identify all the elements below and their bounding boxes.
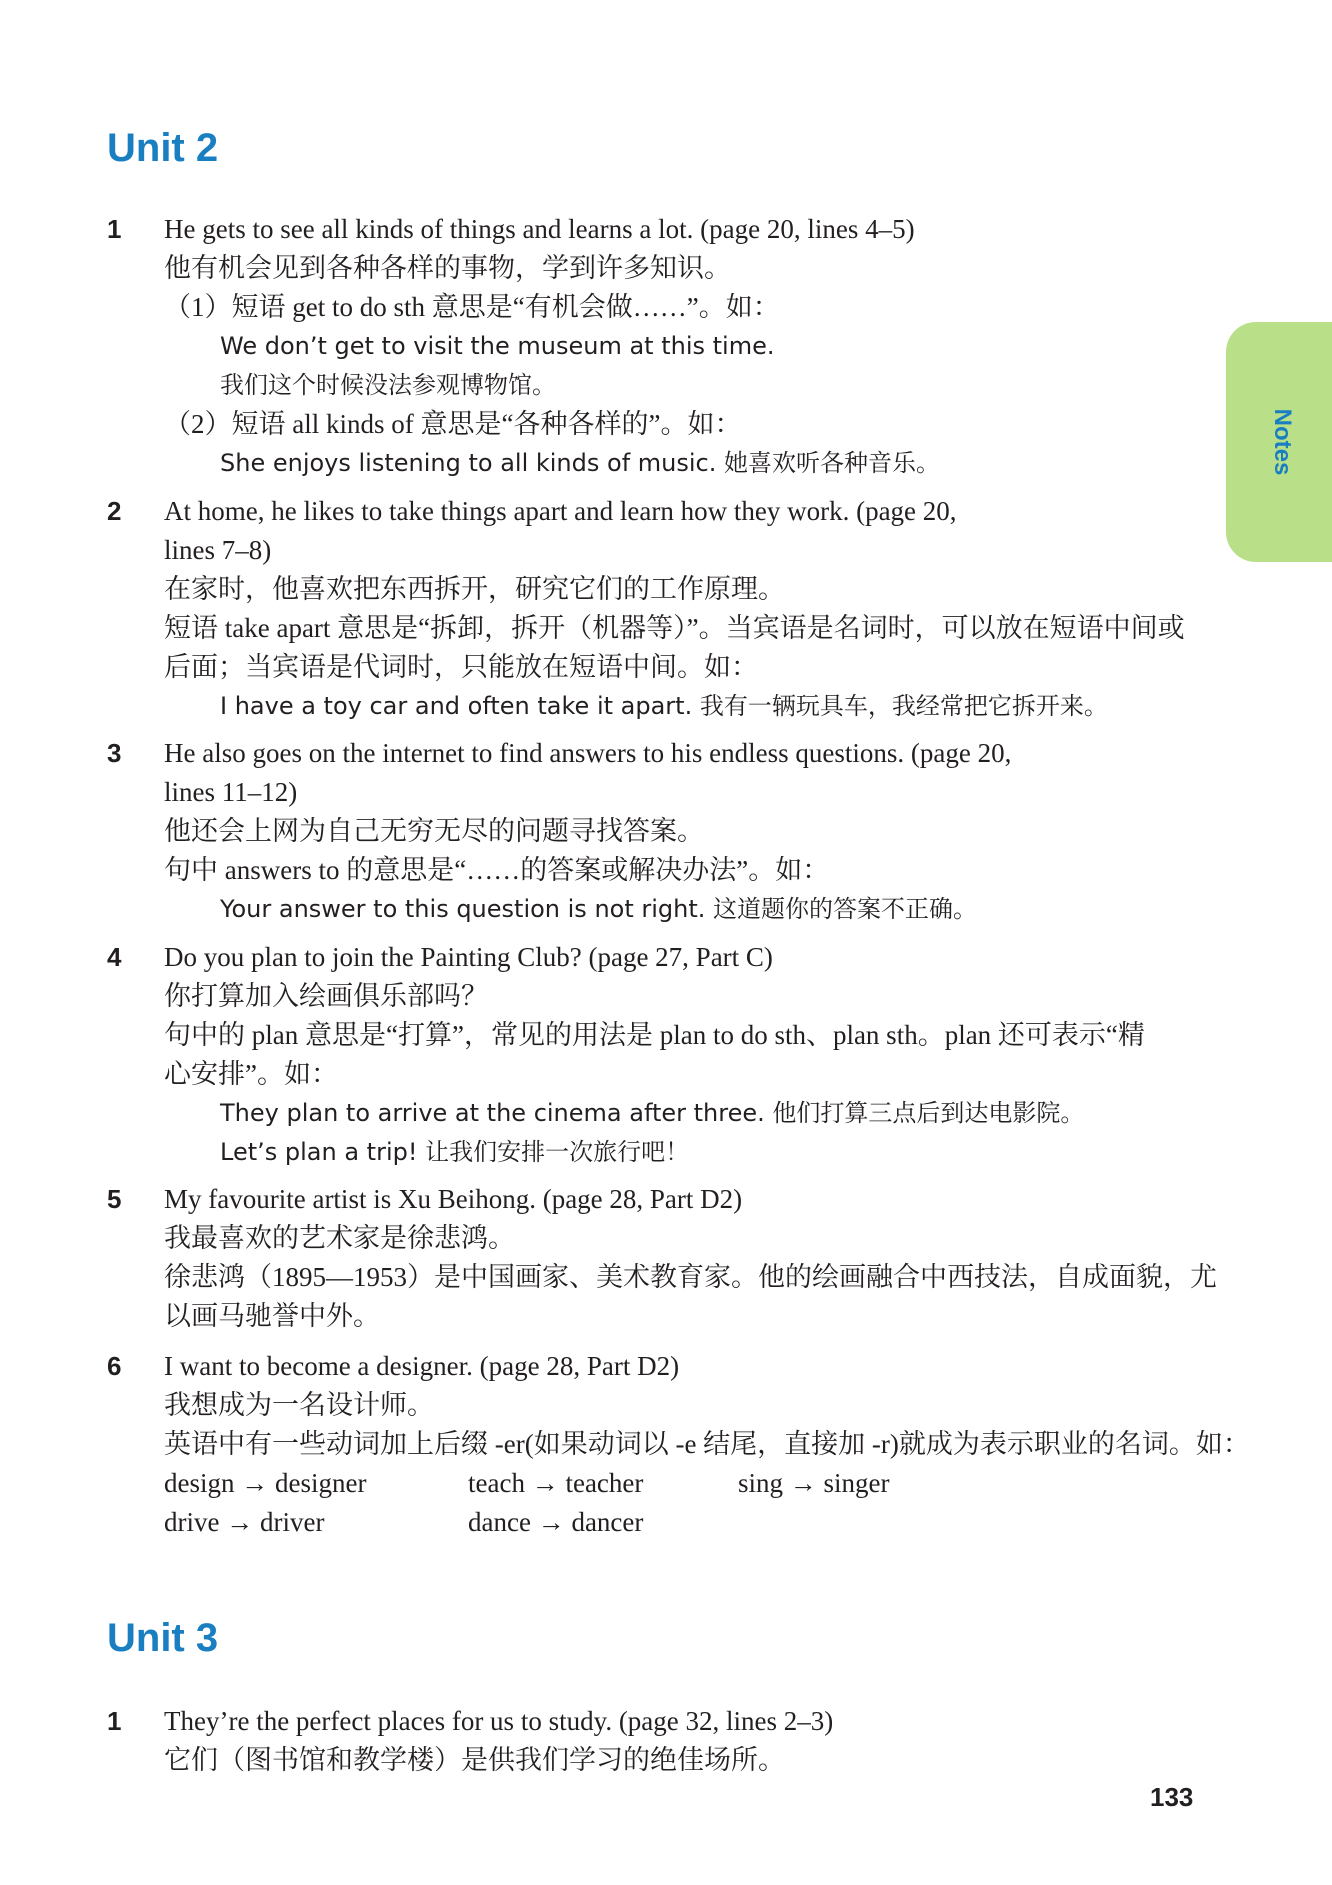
unit3-note-1 — [107, 1702, 1217, 1780]
note-explanation: 英语中有一些动词加上后缀 -er(如果动词以 -e 结尾，直接加 -r)就成为表示职业的名词。如： — [164, 1429, 1250, 1459]
example-sentence: Let’s plan a trip! 让我们安排一次旅行吧！ — [220, 1138, 690, 1166]
unit2-note-6 — [107, 1347, 1250, 1542]
example-translation: 我们这个时候没法参观博物馆。 — [220, 371, 556, 399]
note-english: They’re the perfect places for us to study. (page 32, lines 2–3) — [164, 1706, 834, 1736]
note-english: My favourite artist is Xu Beihong. (page 28, Part D2) — [164, 1184, 743, 1214]
note-number: 2 — [107, 496, 122, 526]
word-pair: drive → driver — [164, 1507, 325, 1537]
word-pair — [738, 1503, 998, 1542]
example-sentence: They plan to arrive at the cinema after three. 他们打算三点后到达电影院。 — [220, 1099, 1085, 1127]
unit2-note-5 — [107, 1180, 1217, 1336]
sub-note-1: （1）短语 get to do sth 意思是“有机会做……”。如： — [164, 292, 780, 322]
note-english: At home, he likes to take things apart and learn how they work. (page 20, — [164, 496, 957, 526]
example-sentence: I have a toy car and often take it apart. 我有一辆玩具车，我经常把它拆开来。 — [220, 692, 1108, 720]
unit2-note-3 — [107, 734, 1217, 929]
word-pair: sing → singer — [738, 1468, 890, 1498]
note-number: 1 — [107, 1706, 122, 1736]
note-english-cont: lines 11–12) — [164, 777, 298, 807]
note-number: 6 — [107, 1351, 122, 1381]
notes-tab-label: Notes — [1269, 408, 1296, 476]
unit2-note-4 — [107, 938, 1217, 1172]
example-sentence: We don’t get to visit the museum at this time. — [220, 332, 775, 360]
unit-3-title: Unit 3 — [107, 1616, 219, 1660]
word-pair: teach → teacher — [468, 1468, 644, 1498]
note-number: 4 — [107, 942, 122, 972]
unit-2-title: Unit 2 — [107, 126, 219, 170]
note-explanation-cont: 以画马驰誉中外。 — [164, 1301, 380, 1331]
note-chinese: 我想成为一名设计师。 — [164, 1390, 434, 1420]
sub-note-2: （2）短语 all kinds of 意思是“各种各样的”。如： — [164, 409, 742, 439]
example-sentence: She enjoys listening to all kinds of music. 她喜欢听各种音乐。 — [220, 449, 940, 477]
note-english: Do you plan to join the Painting Club? (page 27, Part C) — [164, 942, 773, 972]
word-pair: design → designer — [164, 1468, 367, 1498]
note-chinese: 它们（图书馆和教学楼）是供我们学习的绝佳场所。 — [164, 1745, 785, 1775]
unit2-note-2 — [107, 492, 1217, 726]
note-number: 5 — [107, 1184, 122, 1214]
note-english: I want to become a designer. (page 28, Part D2) — [164, 1351, 680, 1381]
note-chinese: 你打算加入绘画俱乐部吗？ — [164, 981, 488, 1011]
note-english-cont: lines 7–8) — [164, 535, 272, 565]
note-explanation: 徐悲鸿（1895—1953）是中国画家、美术教育家。他的绘画融合中西技法，自成面貌，尤 — [164, 1262, 1217, 1292]
note-english: He gets to see all kinds of things and learns a lot. (page 20, lines 4–5) — [164, 214, 915, 244]
unit2-note-1 — [107, 210, 1217, 483]
note-number: 3 — [107, 738, 122, 768]
note-chinese: 他有机会见到各种各样的事物，学到许多知识。 — [164, 253, 731, 283]
note-chinese: 在家时，他喜欢把东西拆开，研究它们的工作原理。 — [164, 574, 785, 604]
example-sentence: Your answer to this question is not right. 这道题你的答案不正确。 — [220, 895, 978, 923]
note-explanation-cont: 心安排”。如： — [164, 1059, 338, 1089]
note-chinese: 他还会上网为自己无穷无尽的问题寻找答案。 — [164, 816, 704, 846]
note-chinese: 我最喜欢的艺术家是徐悲鸿。 — [164, 1223, 515, 1253]
note-number: 1 — [107, 214, 122, 244]
note-explanation: 句中的 plan 意思是“打算”，常见的用法是 plan to do sth、plan sth。plan 还可表示“精 — [164, 1020, 1145, 1050]
page-number: 133 — [1150, 1782, 1194, 1812]
note-english: He also goes on the internet to find answers to his endless questions. (page 20, — [164, 738, 1012, 768]
word-formation-table — [164, 1464, 1217, 1542]
note-explanation: 短语 take apart 意思是“拆卸，拆开（机器等）”。当宾语是名词时，可以放在短语中间或 — [164, 613, 1185, 643]
note-explanation: 句中 answers to 的意思是“……的答案或解决办法”。如： — [164, 855, 830, 885]
word-pair: dance → dancer — [468, 1507, 644, 1537]
note-explanation-cont: 后面；当宾语是代词时，只能放在短语中间。如： — [164, 652, 758, 682]
